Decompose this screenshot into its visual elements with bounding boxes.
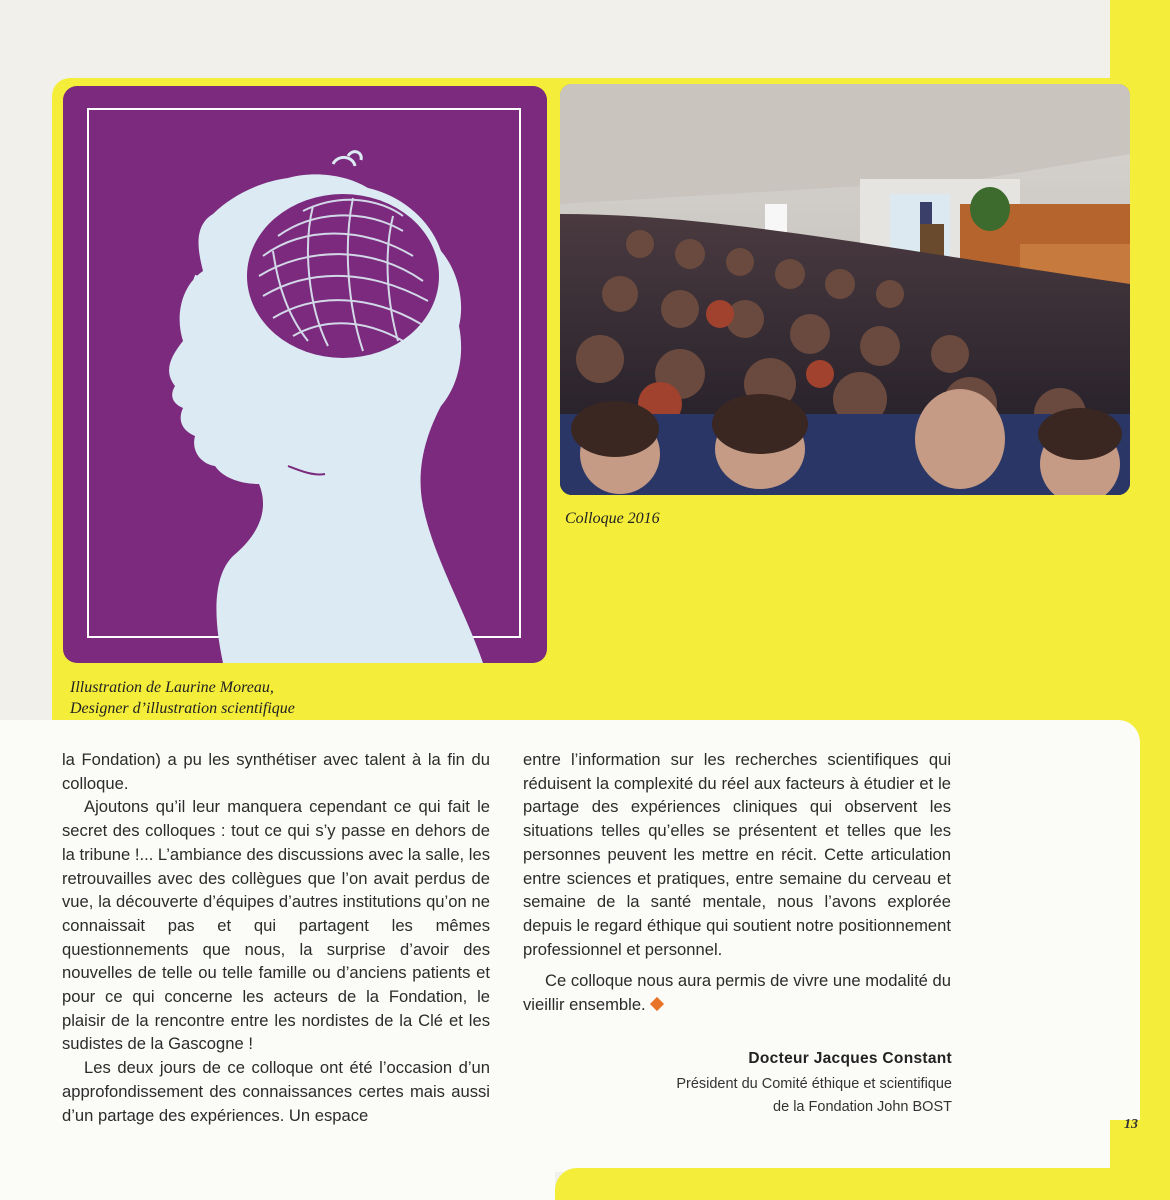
- text-column-left: [62, 748, 490, 1127]
- photo-drawing: [560, 84, 1130, 495]
- illustration-caption-line2: Designer d’illustration scientifique: [70, 700, 295, 717]
- signature-title-line2: de la Fondation John BOST: [773, 1099, 952, 1115]
- paragraph: Les deux jours de ce colloque ont été l’occasion d’un approfondissement des connaissances certes mais aussi d’un partage des expériences. Un espace: [62, 1058, 490, 1125]
- photo-caption: Colloque 2016: [565, 510, 660, 527]
- paragraph: Ajoutons qu’il leur manquera cependant ce qui fait le secret des colloques : tout ce qui s’y passe en dehors de la tribune !... L’ambiance des discussions avec la salle, les retrouvailles avec des collègues que l’on avait perdus de vue, la découverte d’équipes d’autres institutions qu’on ne connaissait pas et qui partagent les mêmes questionnements que nous, la surprise d’avoir des nouvelles de telle ou telle famille ou d’anciens patients et pour ce qui concerne les acteurs de la Fondation, le plaisir de la rencontre entre les nordistes de la Clé et les sudistes de la Gascogne !: [62, 797, 490, 1054]
- text-column-right: [523, 748, 951, 1017]
- paragraph: [523, 969, 951, 1016]
- signature-name: Docteur Jacques Constant: [748, 1050, 952, 1067]
- conference-photo: [560, 84, 1130, 495]
- yellow-bottom-band: [555, 1168, 1170, 1200]
- signature-title-line1: Président du Comité éthique et scientifique: [676, 1076, 952, 1092]
- end-mark-diamond-icon: [650, 997, 664, 1011]
- paragraph: entre l’information sur les recherches scientifiques qui réduisent la complexité du réel aux facteurs à étudier et le partage des expériences cliniques qui observent les situations telles qu’elles se présentent et telles que les personnes peuvent les mettre en récit. Cette articulation entre sciences et pratiques, entre semaine du cerveau et semaine de la santé mentale, nous l’avons explorée depuis le regard éthique qui soutient notre positionnement professionnel et personnel.: [523, 750, 951, 959]
- paragraph: la Fondation) a pu les synthétiser avec talent à la fin du colloque.: [62, 750, 490, 793]
- silhouette-drawing: [63, 86, 547, 663]
- illustration-caption-line1: Illustration de Laurine Moreau,: [70, 679, 274, 696]
- page-number: 13: [1124, 1117, 1138, 1132]
- closing-sentence: Ce colloque nous aura permis de vivre une modalité du vieillir ensemble.: [523, 971, 951, 1015]
- head-silhouette-illustration: [63, 86, 547, 663]
